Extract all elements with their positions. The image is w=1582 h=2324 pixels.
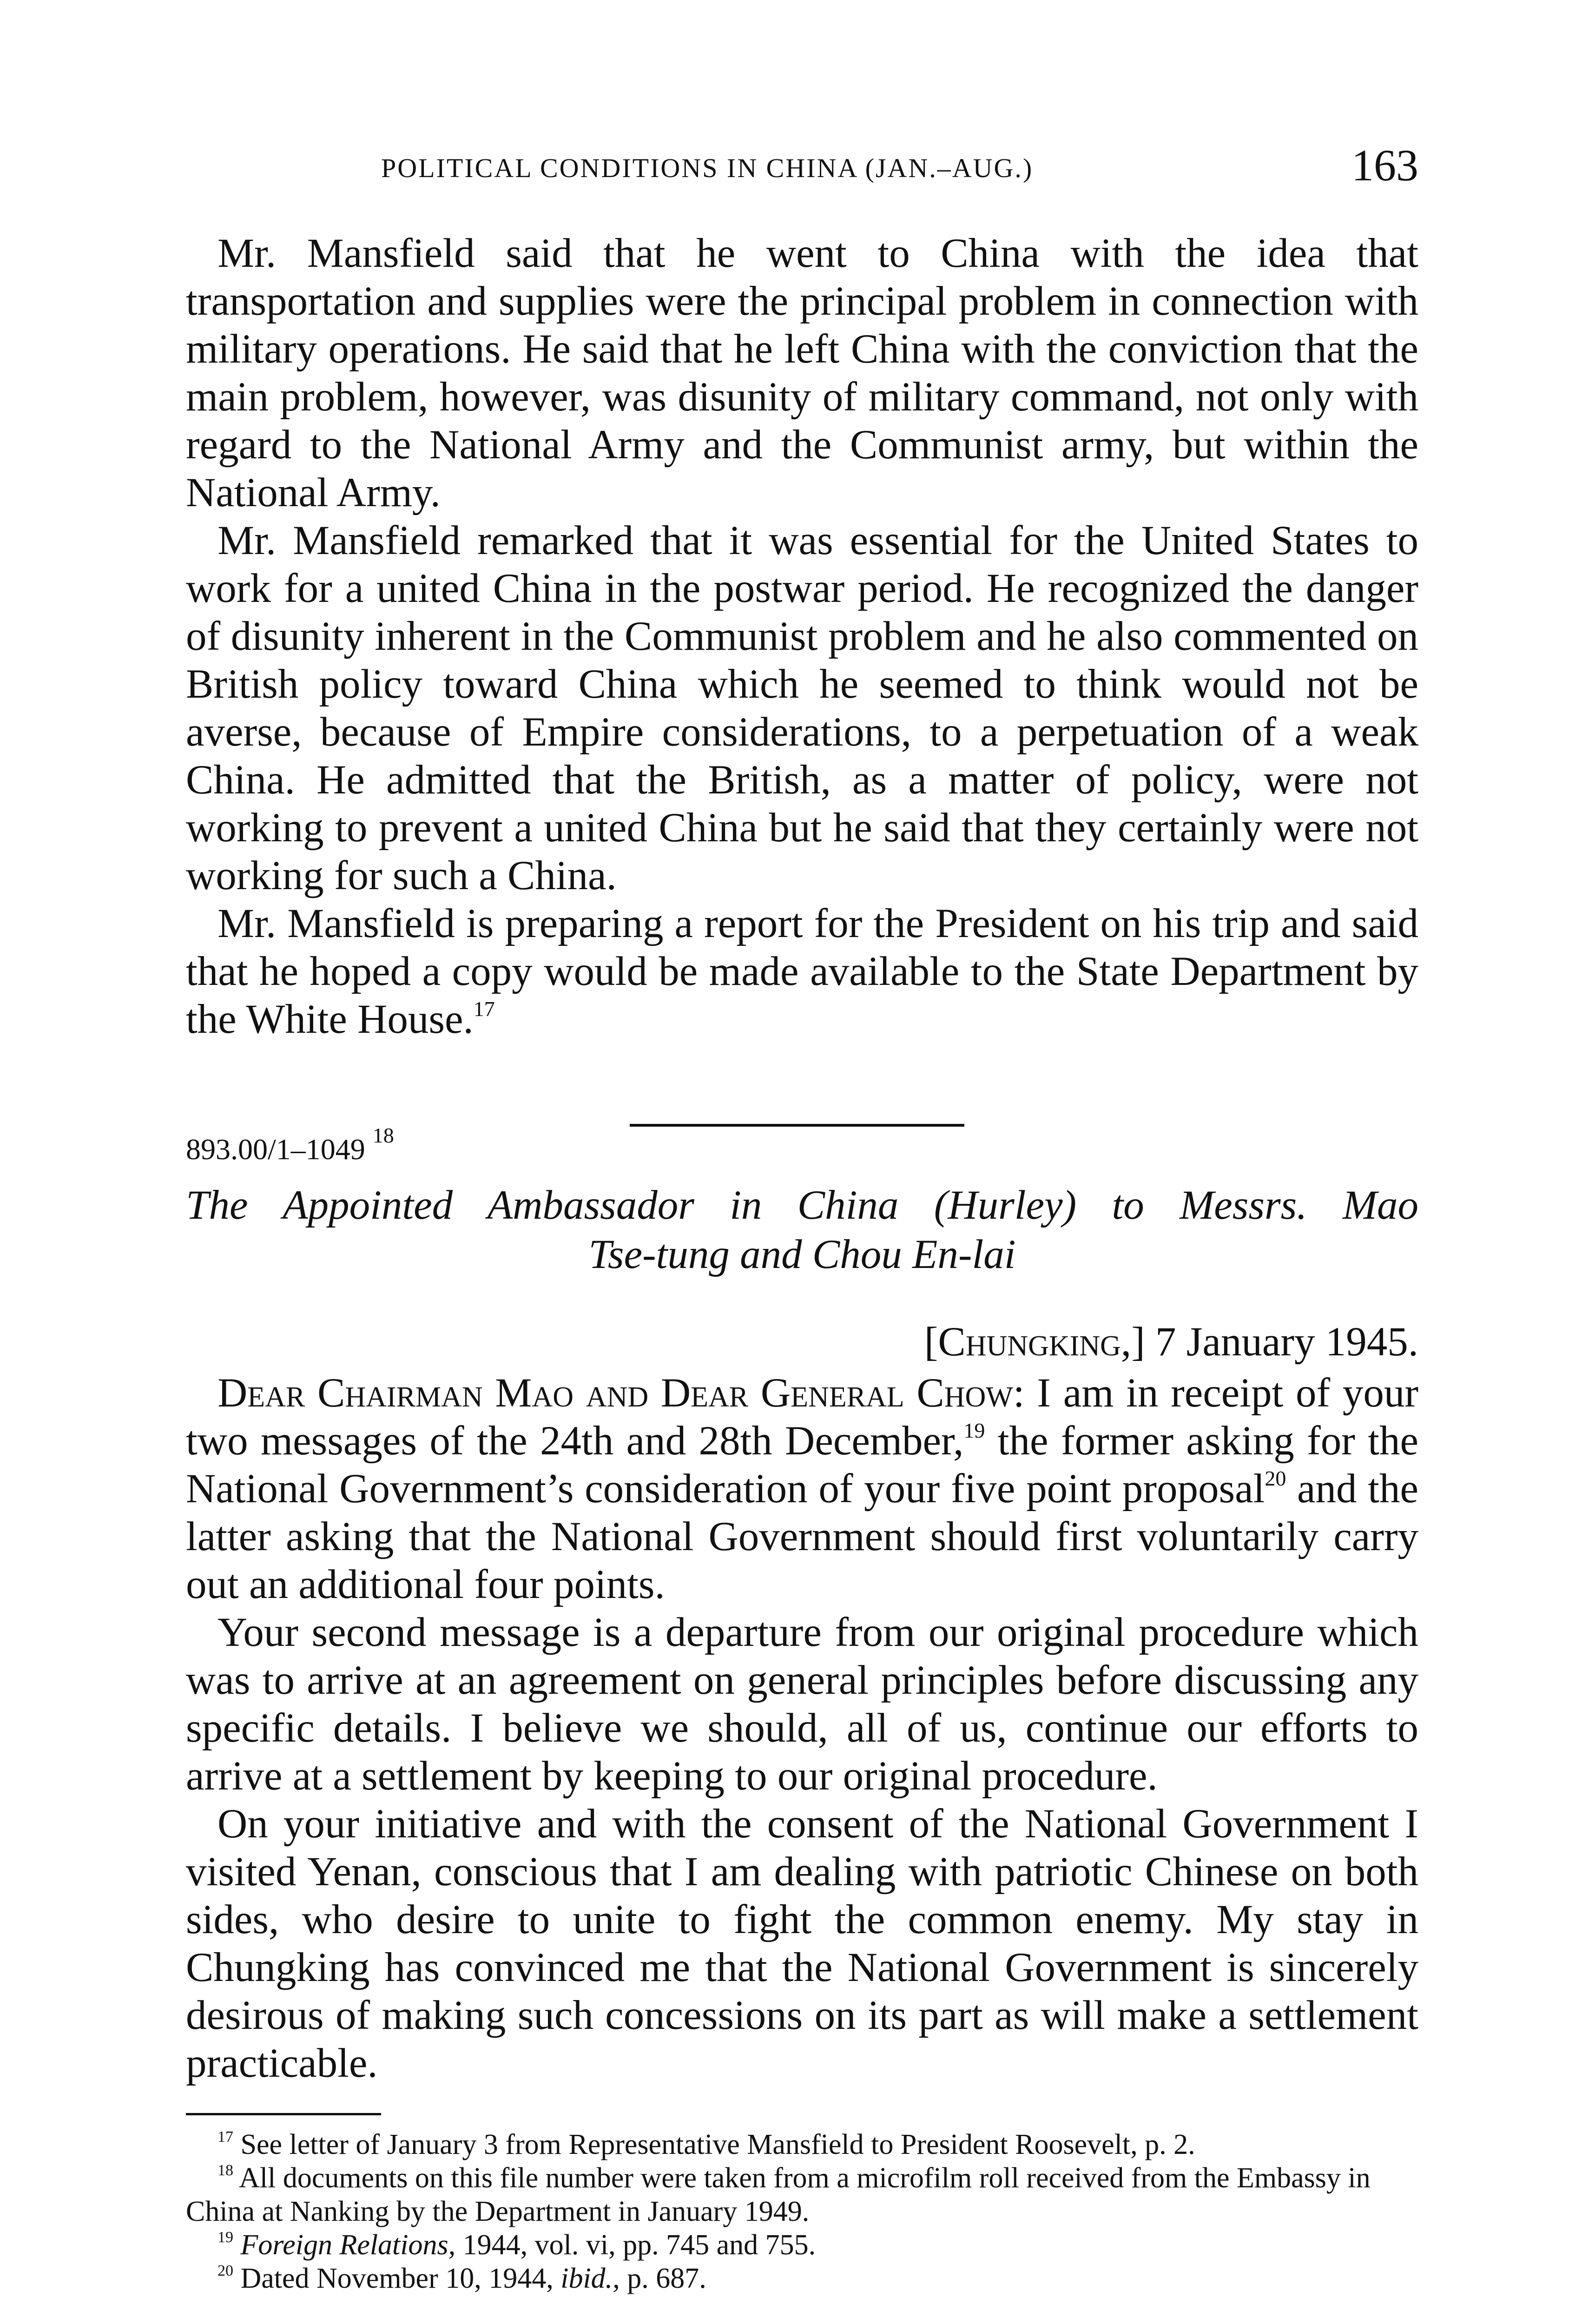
paragraph: Mr. Mansfield is preparing a report for the President on his trip and said that he hoped a copy would be made available to the State Department by the White House.$^{17}$ bbox=[186, 901, 1418, 1042]
document-title-line: The Appointed Ambassador in China (Hurley) to Messrs. Mao bbox=[186, 1182, 1418, 1228]
footnote-ref: 18 bbox=[372, 1123, 394, 1147]
paragraph: On your initiative and with the consent of the National Government I visited Yenan, conscious that I am dealing with patriotic Chinese on both sides, who desire to unite to fight the common enemy. My stay in Chungking has convinced me that the National Government is sincerely desirous of making such concessions on its part as will make a settlement practicable. bbox=[186, 1801, 1418, 2086]
footnote-ref: 19 bbox=[963, 1419, 985, 1442]
paragraph: Mr. Mansfield said that he went to China with the idea that transportation and supplies were the principal problem in connection with military operations. He said that he left China with the conviction that the main problem, however, was disunity of military command, not only with regard to the National Army and the Communist army, but within the National Army. bbox=[186, 231, 1418, 515]
footnote: $^{20}$ Dated November 10, 1944, ibid., p. 687. bbox=[218, 2262, 706, 2294]
section-divider bbox=[630, 1124, 964, 1127]
paragraph: Mr. Mansfield remarked that it was essential for the United States to work for a united China in the postwar period. He recognized the danger of disunity inherent in the Communist problem and he also commented on British policy toward China which he seemed to think would not be averse, because of Empire considerations, to a perpetuation of a weak China. He admitted that the British, as a matter of policy, were not working to prevent a united China but he said that they certainly were not working for such a China. bbox=[186, 518, 1418, 898]
paragraph: Dear Chairman Mao and Dear General Chow: I am in receipt of your two messages of the 24th and 28th December,$^{19}$ the former asking for the National Government’s consideration of your five point proposal$^{20}$ and the latter asking that the National Government should first voluntarily carry out an additional four points. bbox=[186, 1370, 1419, 1607]
running-head-title: POLITICAL CONDITIONS IN CHINA (JAN.–AUG.) bbox=[381, 153, 1034, 183]
dateline: [Chungking,] 7 January 1945. bbox=[924, 1319, 1418, 1365]
footnote-ref: 17 bbox=[473, 997, 495, 1021]
body-section-top bbox=[186, 230, 1418, 1043]
dateline-date: 7 January 1945. bbox=[1155, 1319, 1418, 1365]
footnotes bbox=[186, 2128, 1418, 2295]
running-head bbox=[381, 139, 1418, 195]
footnote-divider bbox=[186, 2113, 381, 2115]
salutation: Dear Chairman Mao and Dear General Chow: bbox=[218, 1370, 1025, 1416]
footnote: $^{17}$ See letter of January 3 from Representative Mansfield to President Roosevelt, p. 2. bbox=[218, 2128, 1195, 2160]
paragraph: Your second message is a departure from our original procedure which was to arrive at an agreement on general principles before discussing any specific details. I believe we should, all of us, continue our efforts to arrive at a settlement by keeping to our original procedure. bbox=[186, 1610, 1418, 1799]
footnote-ref: 20 bbox=[1265, 1466, 1286, 1490]
footnote: $^{18}$ All documents on this file number were taken from a microfilm roll received from the Embassy in China at Nanking by the Department in January 1949. bbox=[186, 2162, 1371, 2227]
page-number: 163 bbox=[1351, 140, 1418, 190]
document-title-line: Tse-tung and Chou En-lai bbox=[588, 1232, 1016, 1277]
document-title bbox=[186, 1181, 1418, 1279]
footnote: $^{19}$ Foreign Relations, 1944, vol. vi, pp. 745 and 755. bbox=[218, 2229, 816, 2261]
file-number: 893.00/1–1049 $^{18}$ bbox=[186, 1123, 394, 1166]
dateline-place: Chungking, bbox=[938, 1319, 1132, 1365]
letter-body bbox=[186, 1369, 1418, 2087]
